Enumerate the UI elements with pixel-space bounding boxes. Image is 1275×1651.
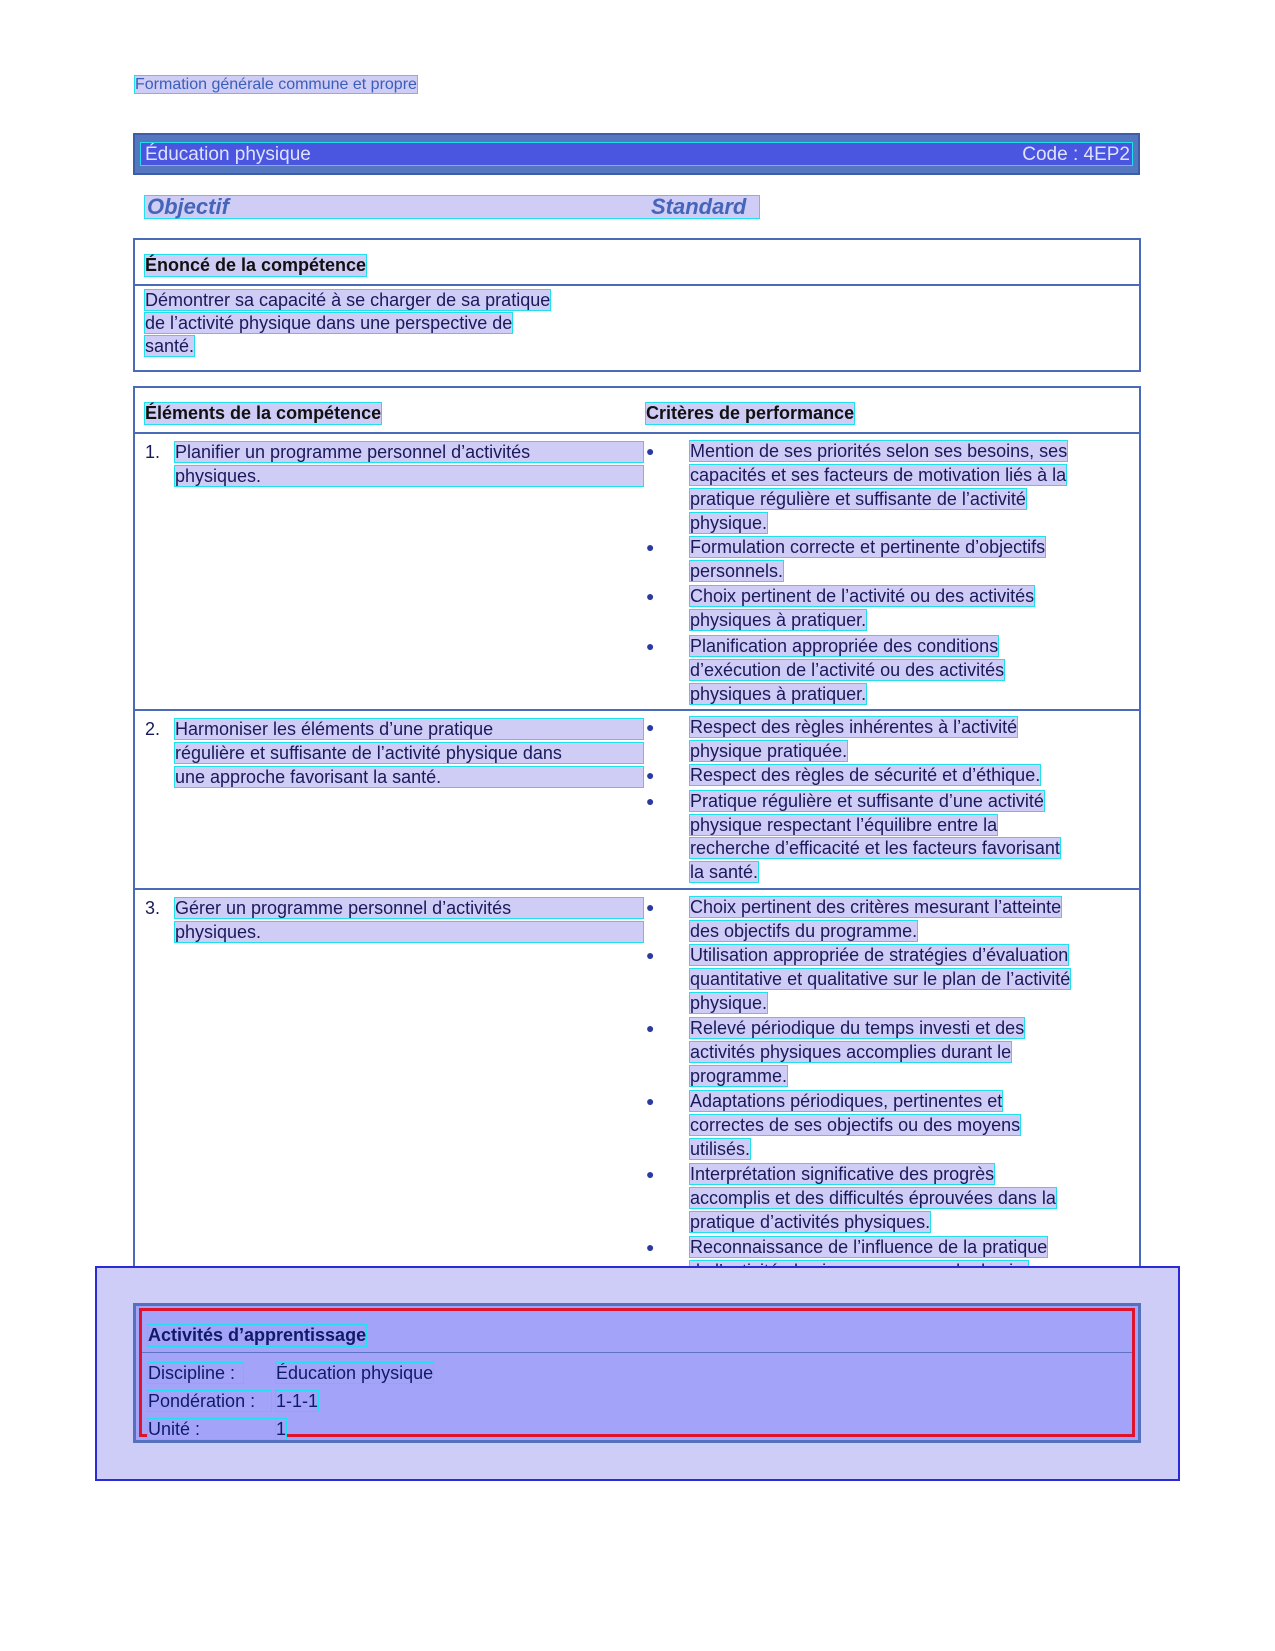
activities-selection (139, 1308, 1135, 1437)
criterion-line: programme. (690, 1066, 788, 1086)
discipline-value: Éducation physique (276, 1363, 434, 1383)
criterion-line: Adaptations périodiques, pertinentes et (690, 1091, 1003, 1111)
course-title: Éducation physique (145, 144, 311, 165)
criterion-line: personnels. (690, 561, 784, 581)
activities-box (133, 1303, 1141, 1443)
criterion-line: physique. (690, 513, 768, 533)
element-line: physiques. (175, 922, 643, 942)
bullet-icon: ● (646, 539, 655, 555)
criterion-line: physique respectant l’équilibre entre la (690, 815, 998, 835)
enonce-line: santé. (145, 336, 195, 356)
divider (142, 1352, 1132, 1353)
element-line: Gérer un programme personnel d’activités (175, 898, 643, 918)
course-title-bar (133, 133, 1140, 175)
enonce-heading: Énoncé de la compétence (145, 255, 367, 275)
criterion-line: Interprétation significative des progrès (690, 1164, 995, 1184)
criterion-line: d’exécution de l’activité ou des activités (690, 660, 1005, 680)
subhead (145, 196, 759, 218)
bullet-icon: ● (646, 899, 655, 915)
criterion-line: Utilisation appropriée de stratégies d’évaluation (690, 945, 1069, 965)
element-line: Planifier un programme personnel d’activités (175, 442, 643, 462)
element-line: physiques. (175, 466, 643, 486)
elements-heading: Éléments de la compétence (145, 403, 382, 423)
bullet-icon: ● (646, 638, 655, 654)
unite-value: 1 (276, 1419, 287, 1439)
criterion-line: physique. (690, 993, 768, 1013)
criterion-line: physique pratiquée. (690, 741, 848, 761)
row-divider (135, 709, 1139, 711)
header-divider (135, 432, 1139, 434)
criterion-line: Choix pertinent des critères mesurant l’atteinte (690, 897, 1062, 917)
element-line: une approche favorisant la santé. (175, 767, 643, 787)
element-line: Harmoniser les éléments d’une pratique (175, 719, 643, 739)
bullet-icon: ● (646, 1239, 655, 1255)
running-head: Formation générale commune et propre (135, 76, 417, 93)
criteres-heading: Critères de performance (646, 403, 855, 423)
criterion-line: utilisés. (690, 1139, 751, 1159)
criterion-line: Pratique régulière et suffisante d’une activité (690, 791, 1044, 811)
element-number: 3. (145, 898, 161, 918)
criterion-line: accomplis et des difficultés éprouvées dans la (690, 1188, 1056, 1208)
criterion-line: physiques à pratiquer. (690, 610, 867, 630)
criterion-line: Planification appropriée des conditions (690, 636, 999, 656)
criterion-line: physiques à pratiquer. (690, 684, 867, 704)
bullet-icon: ● (646, 719, 655, 735)
ponderation-label: Pondération : (148, 1391, 271, 1411)
criterion-line: Formulation correcte et pertinente d’objectifs (690, 537, 1046, 557)
criterion-line: Relevé périodique du temps investi et des (690, 1018, 1025, 1038)
bullet-icon: ● (646, 767, 655, 783)
bullet-icon: ● (646, 1093, 655, 1109)
criterion-line: recherche d’efficacité et les facteurs favorisant (690, 838, 1060, 858)
criterion-line: correctes de ses objectifs ou des moyens (690, 1115, 1021, 1135)
discipline-label: Discipline : (148, 1363, 243, 1383)
activities-heading: Activités d’apprentissage (148, 1325, 367, 1345)
standard-label: Standard (651, 194, 747, 219)
criterion-line: Reconnaissance de l’influence de la pratique (690, 1237, 1048, 1257)
objectif-label: Objectif (147, 194, 229, 219)
criterion-line: pratique régulière et suffisante de l’activité (690, 489, 1026, 509)
enonce-line: Démontrer sa capacité à se charger de sa pratique (145, 290, 551, 310)
criterion-line: Choix pertinent de l’activité ou des activités (690, 586, 1035, 606)
criterion-line: Respect des règles de sécurité et d’éthique. (690, 765, 1041, 785)
elements-table (133, 386, 1141, 1288)
divider (135, 284, 1139, 286)
element-number: 1. (145, 442, 161, 462)
element-number: 2. (145, 719, 161, 739)
bullet-icon: ● (646, 1166, 655, 1182)
criterion-line: Mention de ses priorités selon ses besoins, ses (690, 441, 1068, 461)
bullet-icon: ● (646, 588, 655, 604)
criterion-line: activités physiques accomplies durant le (690, 1042, 1012, 1062)
bullet-icon: ● (646, 947, 655, 963)
bullet-icon: ● (646, 793, 655, 809)
criterion-line: capacités et ses facteurs de motivation liés à la (690, 465, 1067, 485)
criterion-line: quantitative et qualitative sur le plan de l’activité (690, 969, 1071, 989)
course-code: Code : 4EP2 (1022, 144, 1130, 165)
enonce-box (133, 238, 1141, 372)
criterion-line: des objectifs du programme. (690, 921, 918, 941)
unite-label: Unité : (148, 1419, 278, 1439)
title-bar-highlight (141, 143, 1132, 165)
bullet-icon: ● (646, 1020, 655, 1036)
criterion-line: pratique d’activités physiques. (690, 1212, 931, 1232)
row-divider (135, 888, 1139, 890)
criterion-line: Respect des règles inhérentes à l’activité (690, 717, 1018, 737)
ponderation-value: 1-1-1 (276, 1391, 319, 1411)
criterion-line: la santé. (690, 862, 759, 882)
bullet-icon: ● (646, 443, 655, 459)
element-line: régulière et suffisante de l’activité physique dans (175, 743, 643, 763)
enonce-line: de l’activité physique dans une perspective de (145, 313, 513, 333)
